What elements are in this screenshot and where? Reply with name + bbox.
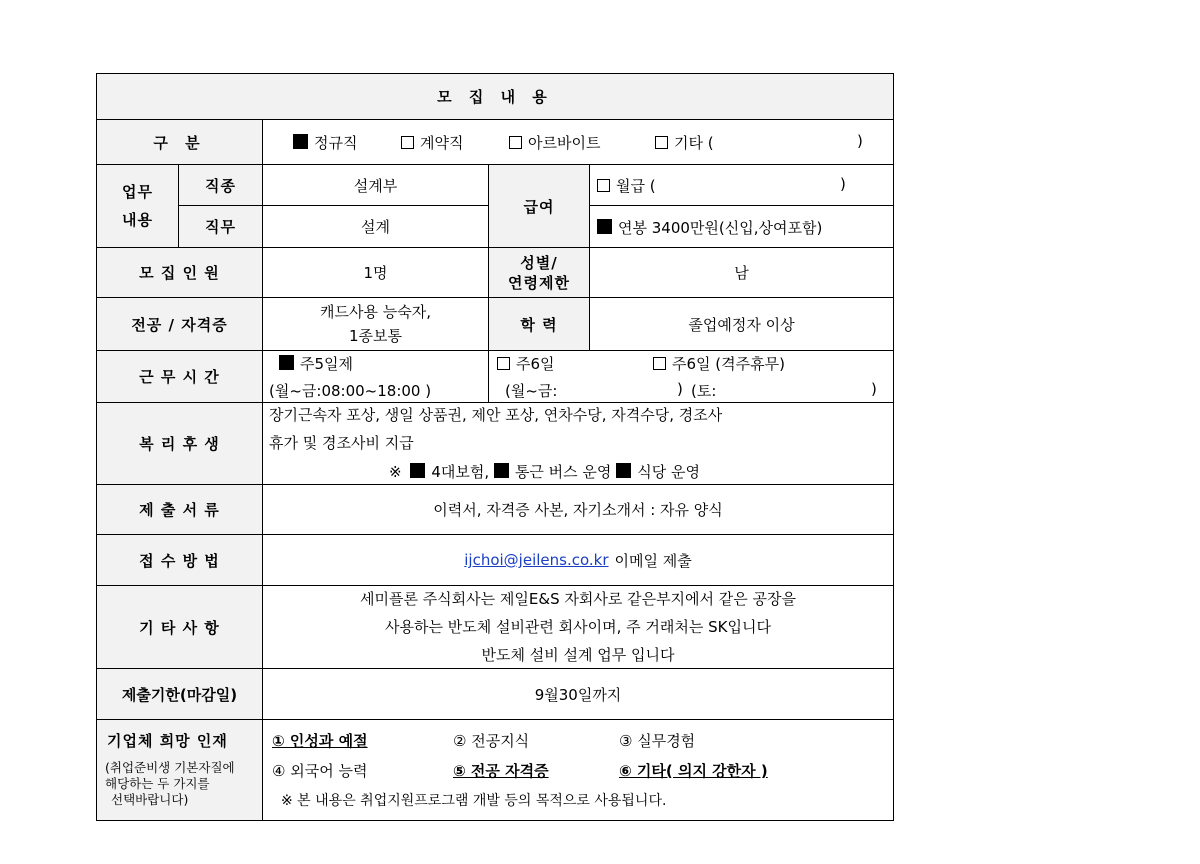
- job-label: [97, 165, 179, 248]
- salary-monthly[interactable]: [590, 165, 893, 206]
- major-value-line2: 1종보통: [348, 327, 402, 345]
- welfare-ins1: 4대보험,: [431, 463, 490, 481]
- salary-annual[interactable]: [590, 206, 893, 248]
- unchecked-box-icon: [653, 357, 666, 370]
- apply-label: [97, 535, 263, 586]
- hours-opt2-label: 주6일: [516, 355, 555, 373]
- salary-label: [489, 165, 590, 248]
- hours-option-6day[interactable]: [489, 351, 893, 403]
- headcount-value-text: 1명: [363, 264, 388, 282]
- gender-label-line2: 연령제한: [508, 273, 570, 292]
- option-other-label: 기타 (: [674, 134, 714, 152]
- headcount-label-text: 모 집 인 원: [139, 264, 220, 282]
- welfare-ins3: 식당 운영: [637, 463, 700, 481]
- education-value: [590, 298, 893, 351]
- unchecked-box-icon: [655, 136, 668, 149]
- major-label: [97, 298, 263, 351]
- salary-monthly-close: ): [840, 175, 846, 193]
- etc-line1: 세미플론 주식회사는 제일E&S 자회사로 같은부지에서 같은 공장을: [359, 590, 797, 608]
- talent-choice-1[interactable]: ① 인성과 예절: [272, 732, 368, 750]
- deadline-label: [97, 669, 263, 720]
- etc-line3: 반도체 설비 설계 업무 입니다: [481, 646, 675, 664]
- salary-label-text: 급여: [523, 197, 555, 216]
- checked-box-icon: [410, 463, 425, 478]
- option-other[interactable]: [655, 132, 714, 153]
- job-label-line2: 내용: [122, 211, 153, 229]
- option-contract[interactable]: [401, 132, 463, 153]
- gender-value-text: 남: [734, 264, 749, 282]
- job-type-value-text: 설계부: [353, 176, 398, 195]
- option-parttime[interactable]: [509, 132, 600, 153]
- note-mark: ※: [389, 463, 402, 481]
- documents-value: [263, 485, 893, 535]
- checked-box-icon: [279, 355, 294, 370]
- hours-opt2-close: ): [677, 380, 683, 398]
- apply-label-text: 접 수 방 법: [139, 551, 220, 570]
- talent-choice-4[interactable]: ④ 외국어 능력: [272, 762, 368, 780]
- etc-value: [263, 586, 893, 669]
- hours-option-5day[interactable]: [263, 351, 489, 403]
- job-duty-label-text: 직무: [205, 218, 236, 236]
- option-contract-label: 계약직: [420, 134, 464, 152]
- welfare-insurance-line: [389, 461, 700, 482]
- job-type-label-text: 직종: [205, 176, 236, 195]
- headcount-value: [263, 248, 489, 298]
- recruitment-table: [96, 73, 894, 821]
- hours-opt3-label: 주6일 (격주휴무): [672, 355, 785, 373]
- education-value-text: 졸업예정자 이상: [688, 315, 795, 334]
- welfare-line1: 장기근속자 포상, 생일 상품권, 제안 포상, 연차수당, 자격수당, 경조사: [269, 406, 723, 424]
- gubun-label: [97, 120, 263, 165]
- gender-label-line1: 성별/: [520, 253, 558, 272]
- hours-opt1-time: (월~금:08:00~18:00 ): [269, 382, 432, 400]
- table-title: [97, 74, 893, 120]
- unchecked-box-icon: [509, 136, 522, 149]
- option-other-close: ): [857, 132, 863, 150]
- option-parttime-label: 아르바이트: [528, 134, 601, 152]
- unchecked-box-icon: [401, 136, 414, 149]
- job-type-value: [263, 165, 489, 206]
- job-label-line1: 업무: [122, 183, 153, 201]
- talent-options: [263, 720, 893, 820]
- documents-label: [97, 485, 263, 535]
- job-duty-value-text: 설계: [361, 218, 390, 236]
- talent-choice-6[interactable]: ⑥ 기타( 의지 강한자 ): [619, 762, 768, 780]
- talent-choice-5[interactable]: ⑤ 전공 자격증: [453, 762, 549, 780]
- talent-sub1: (취업준비생 기본자질에: [105, 760, 235, 775]
- welfare-line2: 휴가 및 경조사비 지급: [269, 434, 414, 452]
- major-value: [263, 298, 489, 351]
- etc-line2: 사용하는 반도체 설비관련 회사이며, 주 거래처는 SK입니다: [384, 618, 771, 636]
- talent-sub2: 해당하는 두 가지를: [105, 776, 210, 791]
- title-text: 모 집 내 용: [437, 88, 553, 106]
- welfare-ins2: 통근 버스 운영: [514, 463, 612, 481]
- education-label: [489, 298, 590, 351]
- talent-choice-2[interactable]: ② 전공지식: [453, 732, 530, 750]
- hours-opt3-close: ): [871, 380, 877, 398]
- talent-footnote: ※ 본 내용은 취업지원프로그램 개발 등의 목적으로 사용됩니다.: [281, 793, 667, 809]
- deadline-value-text: 9월30일까지: [534, 685, 622, 704]
- deadline-label-text: 제출기한(마감일): [121, 685, 238, 704]
- job-duty-value: [263, 206, 489, 248]
- hours-opt3-time: (토:: [691, 382, 717, 400]
- unchecked-box-icon: [497, 357, 510, 370]
- hours-opt1-label: 주5일제: [300, 355, 354, 373]
- education-label-text: 학 력: [520, 315, 558, 334]
- welfare-label-text: 복 리 후 생: [139, 435, 220, 453]
- checked-box-icon: [597, 219, 612, 234]
- welfare-value: [263, 403, 893, 485]
- option-regular-label: 정규직: [314, 134, 358, 152]
- gubun-options: [263, 120, 893, 165]
- gubun-label-text: 구 분: [153, 133, 206, 152]
- checked-box-icon: [616, 463, 631, 478]
- major-value-line1: 캐드사용 능숙자,: [320, 303, 431, 321]
- headcount-label: [97, 248, 263, 298]
- welfare-label: [97, 403, 263, 485]
- talent-choice-3[interactable]: ③ 실무경험: [619, 732, 696, 750]
- documents-label-text: 제 출 서 류: [139, 501, 220, 519]
- job-type-label: [179, 165, 263, 206]
- talent-sub3: 선택바랍니다): [111, 792, 189, 807]
- option-regular[interactable]: [293, 132, 357, 153]
- deadline-value: [263, 669, 893, 720]
- checked-box-icon: [494, 463, 509, 478]
- unchecked-box-icon: [597, 179, 610, 192]
- talent-label-text: 기업체 희망 인재: [107, 732, 228, 750]
- hours-label-text: 근 무 시 간: [139, 368, 220, 386]
- hours-label: [97, 351, 263, 403]
- major-label-text: 전공 / 자격증: [131, 315, 228, 334]
- hours-opt2-time: (월~금:: [505, 382, 558, 400]
- gender-value: [590, 248, 893, 298]
- salary-monthly-label: 월급 (: [616, 177, 656, 195]
- etc-label-text: 기 타 사 항: [139, 618, 220, 637]
- apply-value: [263, 535, 893, 586]
- salary-annual-label: 연봉 3400만원(신입,상여포함): [618, 219, 823, 237]
- gender-label: [489, 248, 590, 298]
- apply-email-link[interactable]: ijchoi@jeilens.co.kr: [464, 551, 609, 569]
- etc-label: [97, 586, 263, 669]
- talent-label: [97, 720, 263, 820]
- apply-suffix: 이메일 제출: [614, 551, 692, 570]
- documents-value-text: 이력서, 자격증 사본, 자기소개서 : 자유 양식: [433, 501, 723, 519]
- job-duty-label: [179, 206, 263, 248]
- checked-box-icon: [293, 134, 308, 149]
